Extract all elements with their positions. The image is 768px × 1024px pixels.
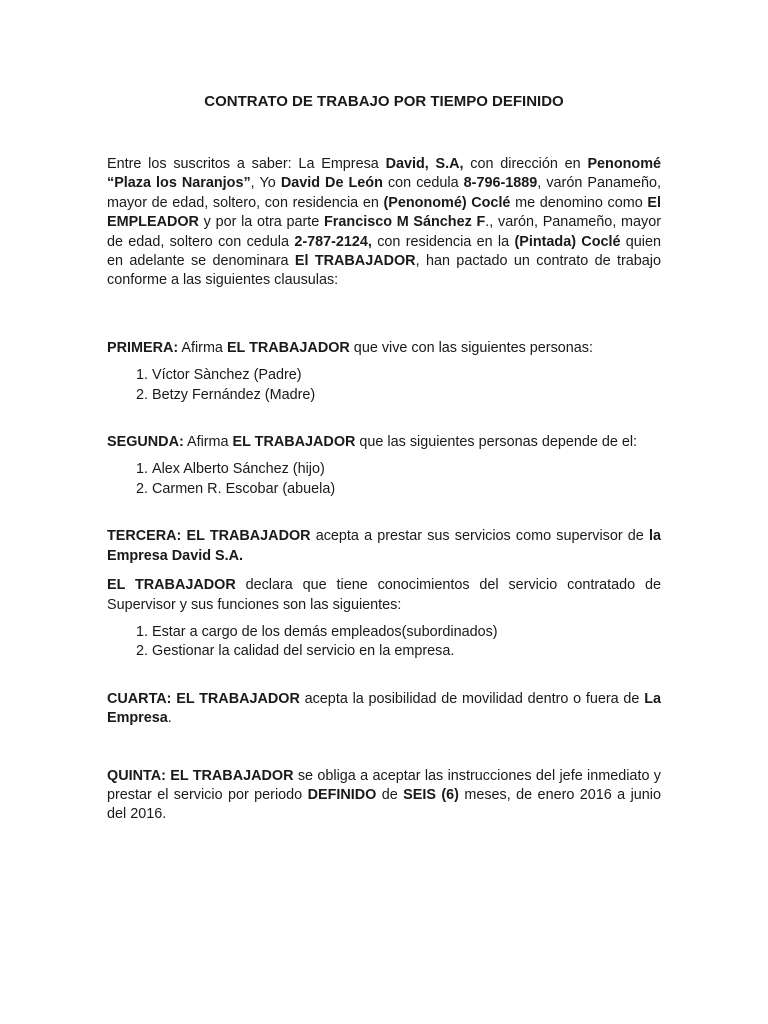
list-item: 1. Alex Alberto Sánchez (hijo) <box>152 460 661 479</box>
clause-text: se obliga a aceptar las instrucciones del jefe inmediato y prestar el servicio por periodo <box>107 767 661 803</box>
clause-declara <box>107 576 661 615</box>
list-item: 2. Betzy Fernández (Madre) <box>152 386 661 405</box>
clause-segunda <box>107 433 661 452</box>
worker-residence: (Pintada) Coclé <box>514 233 621 250</box>
company-name: David, S.A, <box>385 156 464 172</box>
employer-name: David De León <box>280 175 383 192</box>
clause-bold: EL TRABAJADOR <box>232 434 356 451</box>
clause-bold: la Empresa David S.A. <box>107 528 661 564</box>
clause-label: SEGUNDA: <box>107 434 184 451</box>
clause-primera <box>107 339 661 358</box>
intro-paragraph <box>107 155 661 291</box>
clause-text: Afirma <box>178 339 227 356</box>
clause-tercera <box>107 527 661 566</box>
document-title: CONTRATO DE TRABAJO POR TIEMPO DEFINIDO <box>204 93 564 110</box>
primera-list <box>107 366 661 405</box>
clause-cuarta <box>107 690 661 729</box>
clause-bold: EL TRABAJADOR <box>181 528 311 545</box>
intro-text: , han pactado un contrato de trabajo conforme a las siguientes clausulas: <box>107 253 661 289</box>
clause-text: Afirma <box>183 434 233 451</box>
clause-bold: SEIS (6) <box>403 786 459 803</box>
clause-bold: DEFINIDO <box>307 786 377 803</box>
clause-bold: EL TRABAJADOR <box>107 577 236 594</box>
clause-text: que las siguientes personas depende de el: <box>355 434 638 451</box>
list-item: 2. Gestionar la calidad del servicio en la empresa. <box>152 642 661 661</box>
intro-text: quien en adelante se denominara <box>107 233 661 270</box>
intro-text: Entre los suscritos a saber: La Empresa <box>107 156 386 172</box>
clause-text: . <box>167 710 172 727</box>
intro-text: con residencia en la <box>371 233 515 250</box>
employer-role: El EMPLEADOR <box>107 194 661 231</box>
clause-bold: La Empresa <box>107 690 661 727</box>
intro-text: ., varón, Panameño, mayor de edad, soltero con cedula <box>107 214 662 250</box>
intro-text: , varón Panameño, mayor de edad, soltero, con residencia en <box>107 175 662 211</box>
intro-text: , Yo <box>250 175 281 192</box>
clause-text: declara que tiene conocimientos del servicio contratado de Supervisor y sus funciones son las siguientes: <box>107 577 661 613</box>
clause-quinta <box>107 767 661 825</box>
employer-id: 8-796-1889 <box>463 175 538 192</box>
clause-label: TERCERA: <box>107 528 182 545</box>
segunda-list <box>107 460 661 499</box>
list-item: 1. Víctor Sànchez (Padre) <box>152 366 661 385</box>
intro-text: con cedula <box>382 175 464 192</box>
clause-bold: EL TRABAJADOR <box>171 690 300 707</box>
document-body <box>107 155 661 825</box>
list-item: 2. Carmen R. Escobar (abuela) <box>152 480 661 499</box>
declara-list <box>107 623 661 662</box>
clause-label: PRIMERA: <box>107 339 179 356</box>
intro-text: y por la otra parte <box>198 214 325 231</box>
clause-text: acepta la posibilidad de movilidad dentro o fuera de <box>299 690 645 707</box>
intro-text: me denomino como <box>510 194 648 211</box>
list-item: 1. Estar a cargo de los demás empleados(subordinados) <box>152 623 661 642</box>
worker-id: 2-787-2124, <box>294 233 372 250</box>
company-address: Penonomé “Plaza los Naranjos” <box>107 156 661 192</box>
worker-role: El TRABAJADOR <box>294 253 416 270</box>
clause-bold: EL TRABAJADOR <box>165 767 294 784</box>
intro-text: con dirección en <box>463 156 588 172</box>
clause-text: meses, de enero 2016 a junio del 2016. <box>107 786 661 823</box>
employer-residence: (Penonomé) Coclé <box>383 194 511 211</box>
clause-label: QUINTA: <box>107 767 166 784</box>
worker-name: Francisco M Sánchez F <box>324 214 486 231</box>
clause-label: CUARTA: <box>107 690 172 707</box>
clause-text: que vive con las siguientes personas: <box>349 339 593 356</box>
clause-bold: EL TRABAJADOR <box>226 339 350 356</box>
clause-text: de <box>376 786 404 803</box>
clause-text: acepta a prestar sus servicios como supervisor de <box>310 528 649 545</box>
